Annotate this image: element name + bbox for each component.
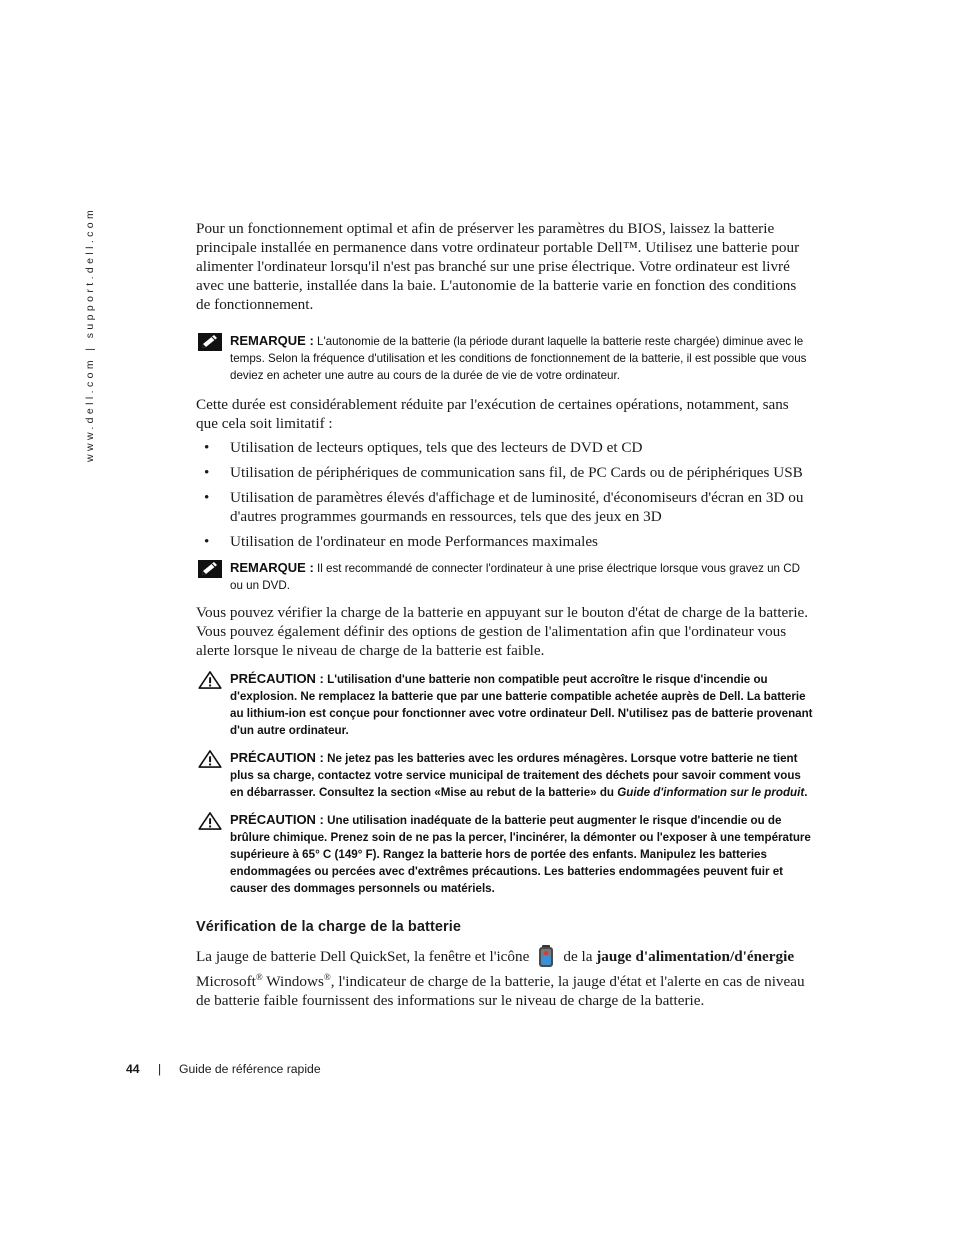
caution-text: Ne jetez pas les batteries avec les ordures ménagères. Lorsque votre batterie ne tient plus sa charge, contactez votre service municipal de traitement des déchets pour savoir comment vous en débarrasser. Consultez la section «Mise au rebut de la batterie» du	[230, 752, 801, 799]
pencil-note-icon	[198, 560, 222, 578]
caution-text: L'utilisation d'une batterie non compatible peut accroître le risque d'incendie ou d'explosion. Ne remplacez la batterie que par une batterie compatible achetée auprès de Dell. La batterie au lithium-ion est conçue pour fonctionner avec votre ordinateur Dell. N'utilisez pas de batterie provenant d'un autre ordinateur.	[230, 673, 813, 737]
reduced-paragraph: Cette durée est considérablement réduite par l'exécution de certaines opérations, notamment, sans que cela soit limitatif :	[196, 396, 789, 432]
page-content	[196, 219, 814, 1010]
note-remarque-1	[196, 332, 814, 384]
warning-triangle-icon	[198, 812, 222, 830]
warning-triangle-icon	[198, 750, 222, 768]
note-text: L'autonomie de la batterie (la période durant laquelle la batterie reste chargée) diminue avec le temps. Selon la fréquence d'utilisation et les conditions de fonctionnement de la batterie, il est possible que vous deviez en acheter une autre au cours de la durée de vie de votre ordinateur.	[230, 335, 807, 382]
guide-reference: Guide d'information sur le produit	[617, 786, 805, 799]
caution-text: Une utilisation inadéquate de la batterie peut augmenter le risque d'incendie ou de brûlure chimique. Prenez soin de ne pas la percer, l'incinérer, la démonter ou l'exposer à une température supérieure à 65° C (149° F). Rangez la batterie hors de portée des enfants. Manipulez les batteries endommagées ou percées avec d'extrêmes précautions. Les batteries endommagées peuvent fuir et causer des dommages personnels ou matériels.	[230, 814, 811, 895]
side-url: www.dell.com | support.dell.com	[84, 206, 96, 462]
battery-meter-icon	[537, 944, 557, 968]
list-item: • Utilisation de l'ordinateur en mode Performances maximales	[204, 533, 598, 550]
list-item: • Utilisation de paramètres élevés d'affichage et de luminosité, d'économiseurs d'écran en 3D ou d'autres programmes gourmands en ressources, tels que des jeux en 3D	[204, 489, 804, 525]
list-item: • Utilisation de lecteurs optiques, tels que des lecteurs de DVD et CD	[204, 439, 643, 456]
caution-3	[196, 811, 814, 897]
caution-2: PRÉCAUTION : Ne jetez pas les batteries avec les ordures ménagères. Lorsque votre batterie ne tient plus sa charge, contactez votre service municipal de traitement des déchets pour savoir comment vous en débarrasser. Consultez la section «Mise au rebut de la batterie» du Guide d'information sur le produit.	[196, 749, 814, 801]
warning-triangle-icon	[198, 671, 222, 689]
section-title: Vérification de la charge de la batterie	[196, 919, 462, 935]
page-number: 44	[126, 1062, 140, 1076]
pencil-note-icon	[198, 333, 222, 351]
check-paragraph: Vous pouvez vérifier la charge de la batterie en appuyant sur le bouton d'état de charge de la batterie. Vous pouvez également définir des options de gestion de l'alimentation afin que l'ordinateur vous alerte lorsque le niveau de charge de la batterie est faible.	[196, 604, 809, 659]
note-label: REMARQUE :	[230, 560, 314, 575]
last-paragraph: La jauge de batterie Dell QuickSet, la fenêtre et l'icône de la jauge d'alimentation/d'énergie Microsoft® Windows®, l'indicateur de charge de la batterie, la jauge d'état et l'alerte en cas de niveau de batterie faible fournissent des informations sur le niveau de charge de la batterie.	[196, 944, 814, 1010]
caution-1	[196, 670, 814, 739]
note-remarque-2	[196, 559, 814, 594]
footer-title: Guide de référence rapide	[179, 1062, 321, 1076]
note-label: REMARQUE :	[230, 333, 314, 348]
caution-label: PRÉCAUTION :	[230, 750, 324, 765]
caution-label: PRÉCAUTION :	[230, 812, 324, 827]
footer-separator: |	[158, 1062, 162, 1076]
caution-label: PRÉCAUTION :	[230, 671, 324, 686]
list-item: • Utilisation de périphériques de communication sans fil, de PC Cards ou de périphériques USB	[204, 464, 803, 481]
intro-paragraph: Pour un fonctionnement optimal et afin de préserver les paramètres du BIOS, laissez la batterie principale installée en permanence dans votre ordinateur portable Dell™. Utilisez une batterie pour alimenter l'ordinateur lorsqu'il n'est pas branché sur une prise électrique. Votre ordinateur est livré avec une batterie, installée dans la baie. L'autonomie de la batterie varie en fonction des conditions de fonctionnement.	[196, 220, 800, 313]
usage-list	[196, 438, 814, 551]
note-text: Il est recommandé de connecter l'ordinateur à une prise électrique lorsque vous gravez un CD ou un DVD.	[230, 562, 800, 592]
